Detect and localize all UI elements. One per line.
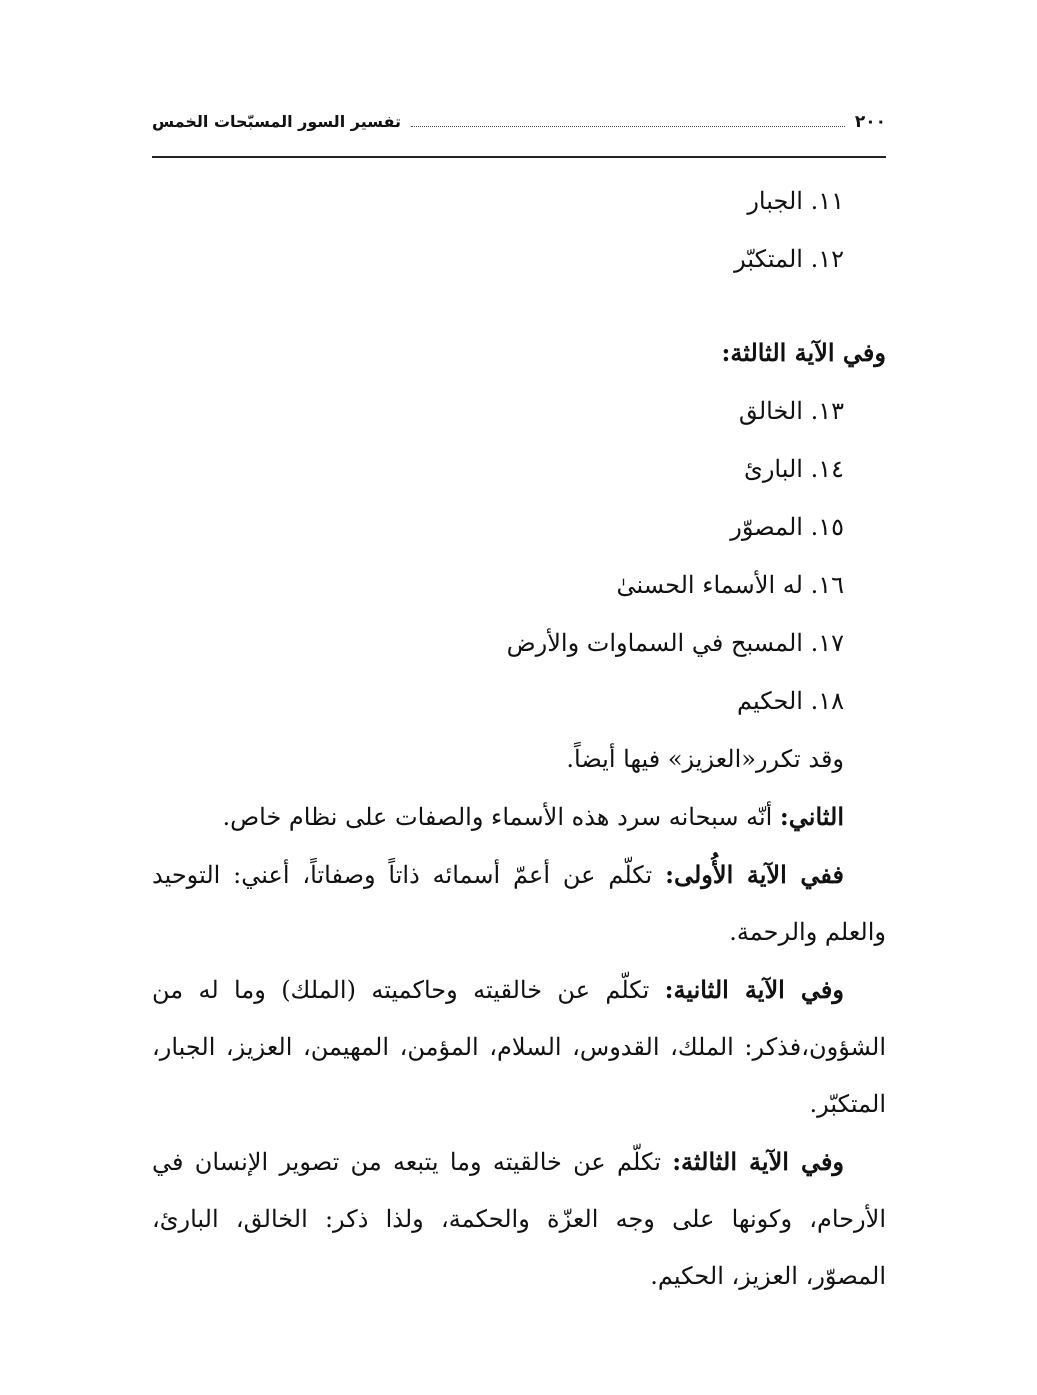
paragraph-verse-three	[152, 1133, 886, 1305]
paragraph-text: تكلّم عن خالقيته وما يتبعه من تصوير الإنسان في الأرحام، وكونها على وجه العزّة والحكمة، ولذا ذكر: الخالق، البارئ، المصوّر، العزيز، الحكيم.	[152, 1148, 886, 1290]
list-item: ١٨. الحكيم	[737, 687, 844, 715]
list-item: ١٢. المتكبّر	[734, 245, 844, 273]
list-item: ١٦. له الأسماء الحسنىٰ	[616, 571, 844, 599]
running-title: تفسير السور المسبّحات الخمس	[152, 112, 402, 131]
names-list-a	[152, 172, 886, 288]
paragraph-verse-two	[152, 961, 886, 1133]
header-dot-leader	[411, 125, 845, 127]
paragraph-lead: ففي الآية الأُولى:	[665, 860, 844, 889]
paragraph-second	[152, 788, 886, 846]
book-page	[152, 112, 886, 1305]
list-item: ١٧. المسبح في السماوات والأرض	[506, 629, 844, 657]
list-item: ١١. الجبار	[747, 187, 844, 215]
paragraph-lead: الثاني:	[779, 802, 844, 831]
paragraph-lead: وفي الآية الثانية:	[664, 975, 844, 1004]
list-item: ١٣. الخالق	[738, 397, 844, 425]
repeat-note: وقد تكرر«العزيز» فيها أيضاً.	[566, 745, 844, 773]
section-heading-third-verse: وفي الآية الثالثة:	[721, 338, 886, 367]
names-list-b	[152, 382, 886, 730]
list-item: ١٤. البارئ	[744, 455, 844, 483]
page-number: ٢٠٠	[854, 112, 886, 132]
paragraph-lead: وفي الآية الثالثة:	[672, 1147, 845, 1176]
paragraph-verse-one	[152, 846, 886, 961]
running-header	[152, 112, 886, 158]
paragraph-text: تكلّم عن أعمّ أسمائه ذاتاً وصفاتاً، أعني: التوحيد والعلم والرحمة.	[152, 861, 886, 946]
paragraph-text: أنّه سبحانه سرد هذه الأسماء والصفات على نظام خاص.	[222, 803, 780, 831]
paragraph-text: تكلّم عن خالقيته وحاكميته (الملك) وما له من الشؤون،فذكر: الملك، القدوس، السلام، المؤمن، المهيمن، العزيز، الجبار، المتكبّر.	[152, 976, 886, 1118]
list-item: ١٥. المصوّر	[730, 513, 844, 541]
